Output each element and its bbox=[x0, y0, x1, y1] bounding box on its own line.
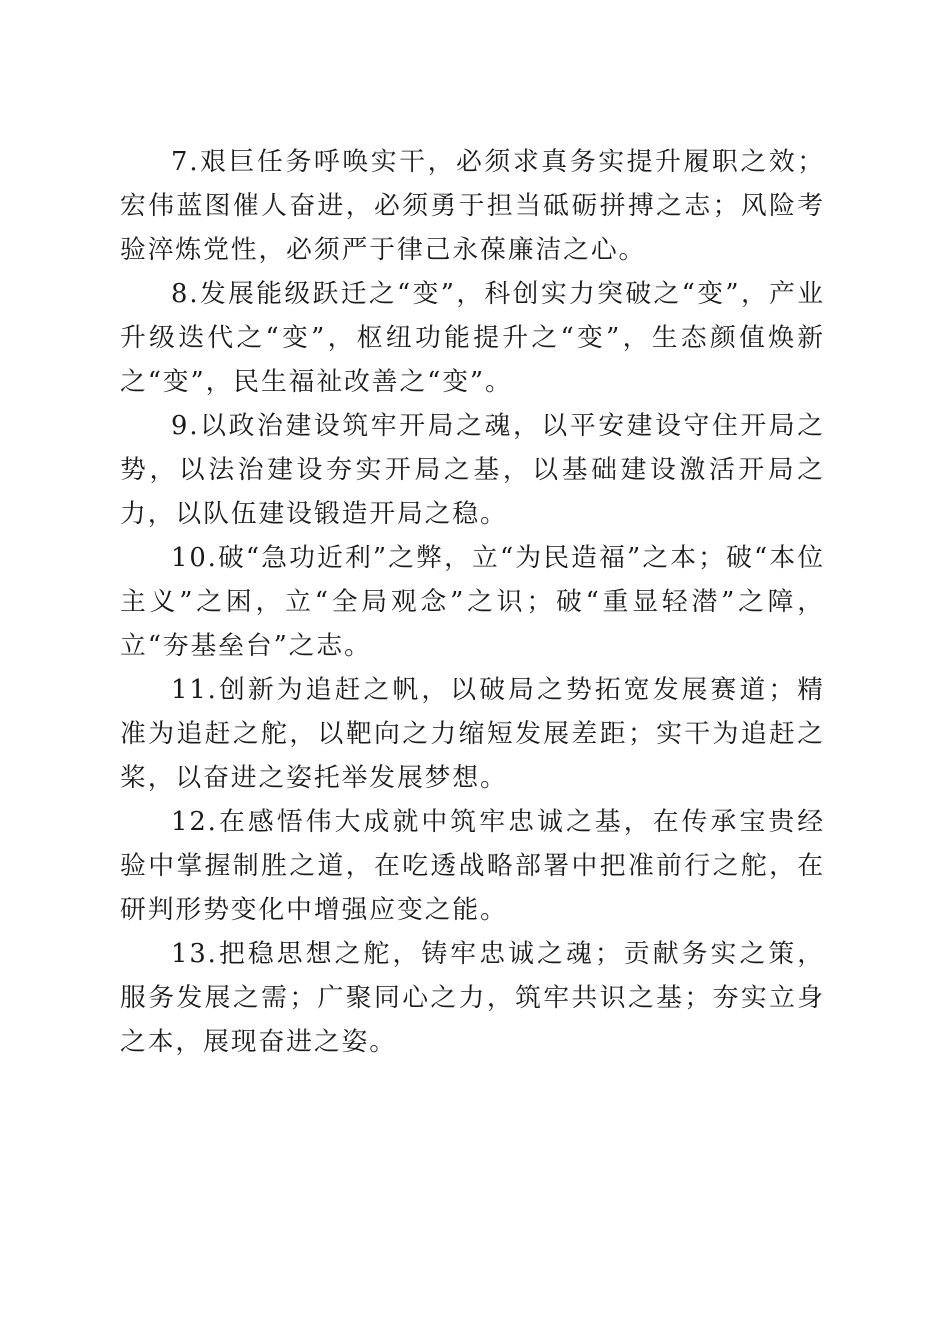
paragraph-8: 8.发展能级跃迁之“变”，科创实力突破之“变”，产业升级迭代之“变”，枢纽功能提升之“变”，生态颜值焕新之“变”，民生福祉改善之“变”。 bbox=[120, 279, 825, 397]
paragraph-10: 10.破“急功近利”之弊，立“为民造福”之本；破“本位主义”之困，立“全局观念”之识；破“重显轻潜”之障，立“夯基垒台”之志。 bbox=[120, 543, 825, 661]
paragraph-11: 11.创新为追赶之帆，以破局之势拓宽发展赛道；精准为追赶之舵，以靶向之力缩短发展差距；实干为追赶之桨，以奋进之姿托举发展梦想。 bbox=[120, 675, 825, 793]
paragraph-12: 12.在感悟伟大成就中筑牢忠诚之基，在传承宝贵经验中掌握制胜之道，在吃透战略部署中把准前行之舵，在研判形势变化中增强应变之能。 bbox=[120, 807, 825, 925]
document-body bbox=[120, 140, 825, 1064]
paragraph-7: 7.艰巨任务呼唤实干，必须求真务实提升履职之效；宏伟蓝图催人奋进，必须勇于担当砥砺拼搏之志；风险考验淬炼党性，必须严于律己永葆廉洁之心。 bbox=[120, 147, 825, 265]
paragraph-9: 9.以政治建设筑牢开局之魂，以平安建设守住开局之势，以法治建设夯实开局之基，以基础建设激活开局之力，以队伍建设锻造开局之稳。 bbox=[120, 411, 825, 529]
paragraph-13: 13.把稳思想之舵，铸牢忠诚之魂；贡献务实之策，服务发展之需；广聚同心之力，筑牢共识之基；夯实立身之本，展现奋进之姿。 bbox=[120, 939, 825, 1057]
